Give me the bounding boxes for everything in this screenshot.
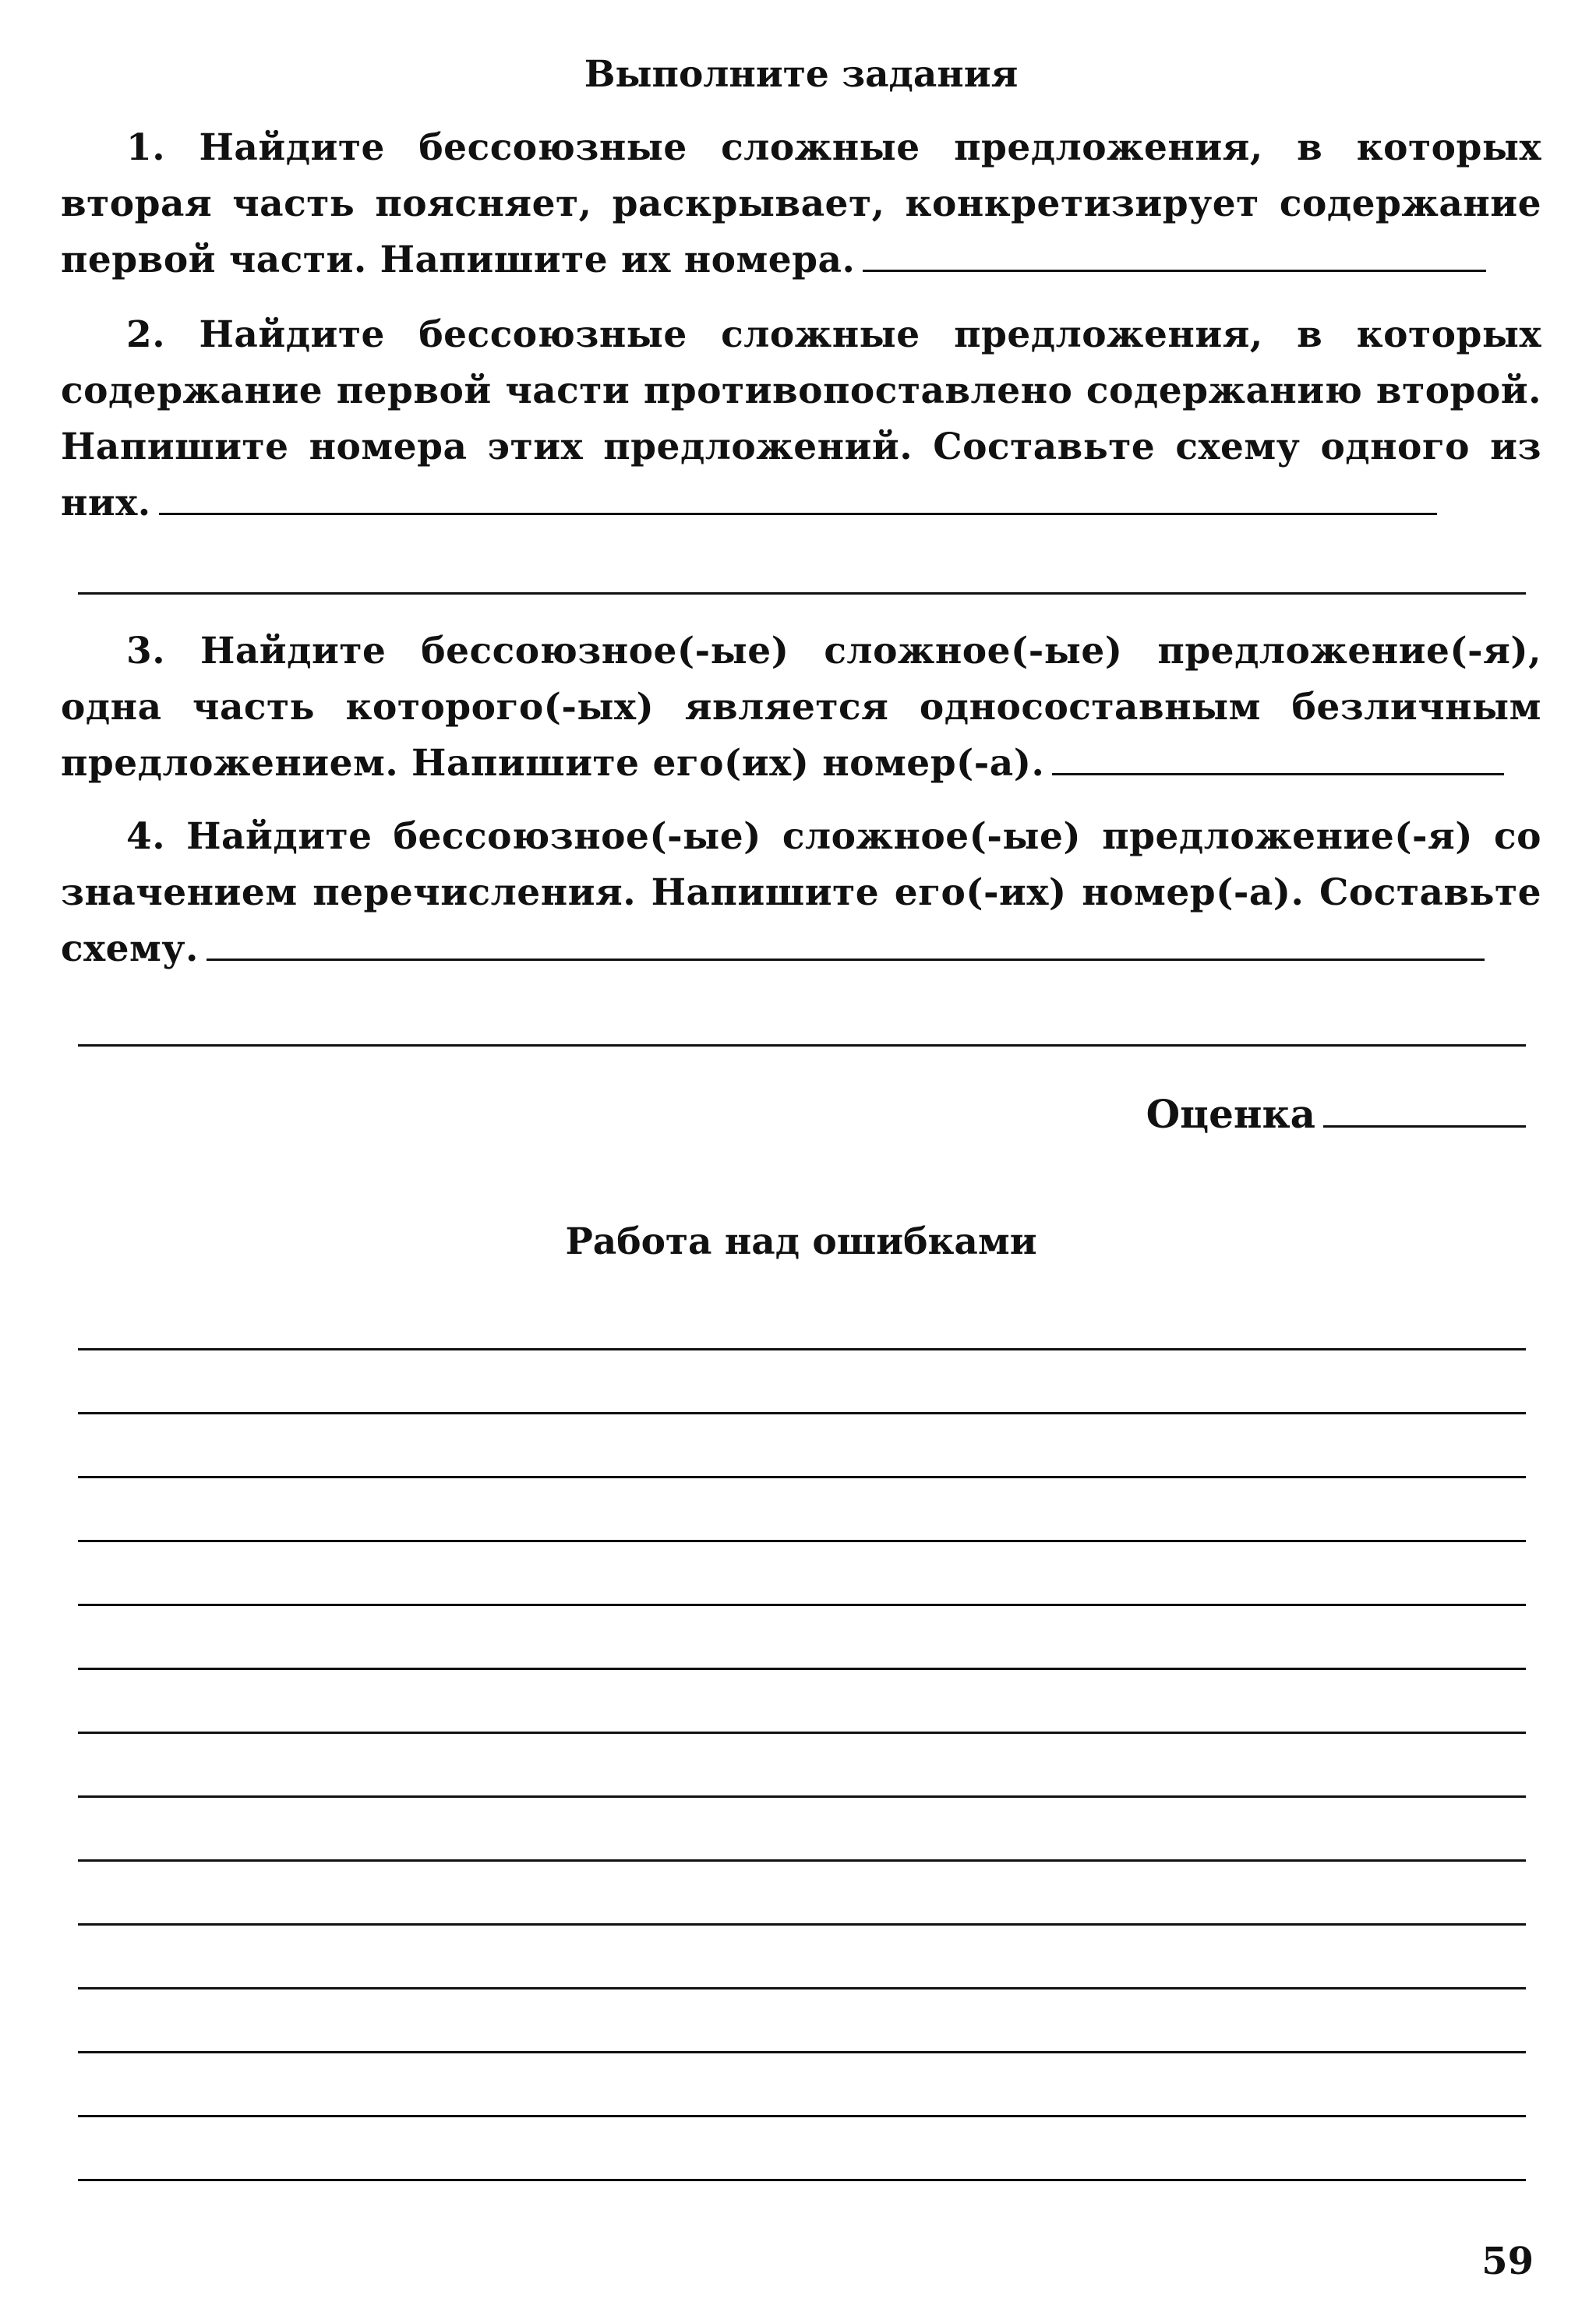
errors-heading: Работа над ошибками xyxy=(565,1220,1037,1263)
errors-line[interactable] xyxy=(78,1476,1526,1478)
task-2 xyxy=(61,307,1541,531)
grade-label: Оценка xyxy=(1146,1091,1315,1137)
errors-line[interactable] xyxy=(78,1412,1526,1414)
errors-line[interactable] xyxy=(78,2115,1526,2117)
task-2-text: 2. Найдите бессоюзные сложные предложения, в которых содержание первой части противопоставлено содержанию второй. Напишите номера этих предложений. Составьте схему одного из них. xyxy=(61,313,1541,524)
worksheet-page xyxy=(61,0,1541,2316)
page-number: 59 xyxy=(1481,2240,1534,2283)
task-2-extra-answer-line[interactable] xyxy=(78,592,1526,595)
errors-line[interactable] xyxy=(78,1987,1526,1989)
errors-line[interactable] xyxy=(78,1732,1526,1734)
task-4-extra-answer-line[interactable] xyxy=(78,1044,1526,1047)
grade-field xyxy=(1146,1091,1526,1137)
task-3-text: 3. Найдите бессоюзное(-ые) сложное(-ые) предложение(-я), одна часть которого(-ых) является односоставным безличным предложением. Напишите его(их) номер(-а). xyxy=(61,630,1541,785)
errors-line[interactable] xyxy=(78,1540,1526,1542)
task-3-answer-line[interactable] xyxy=(1052,742,1504,775)
errors-line[interactable] xyxy=(78,1795,1526,1798)
task-2-answer-line[interactable] xyxy=(159,482,1437,515)
task-1-text: 1. Найдите бессоюзные сложные предложения, в которых вторая часть поясняет, раскрывает, конкретизирует содержание первой части. Напишите их номера. xyxy=(61,126,1541,281)
errors-line[interactable] xyxy=(78,1923,1526,1926)
errors-line[interactable] xyxy=(78,2179,1526,2181)
errors-line[interactable] xyxy=(78,1604,1526,1606)
errors-line[interactable] xyxy=(78,1348,1526,1350)
task-1 xyxy=(61,120,1541,288)
task-4 xyxy=(61,809,1541,977)
task-4-answer-line[interactable] xyxy=(207,927,1485,961)
section-heading: Выполните задания xyxy=(584,53,1019,96)
errors-line[interactable] xyxy=(78,1859,1526,1862)
task-4-text: 4. Найдите бессоюзное(-ые) сложное(-ые) предложение(-я) со значением перечисления. Напишите его(-их) номер(-а). Составьте схему. xyxy=(61,815,1541,970)
errors-line[interactable] xyxy=(78,2051,1526,2053)
task-3 xyxy=(61,623,1541,792)
task-1-answer-line[interactable] xyxy=(863,238,1486,272)
grade-answer-line[interactable] xyxy=(1323,1094,1526,1128)
errors-line[interactable] xyxy=(78,1668,1526,1670)
